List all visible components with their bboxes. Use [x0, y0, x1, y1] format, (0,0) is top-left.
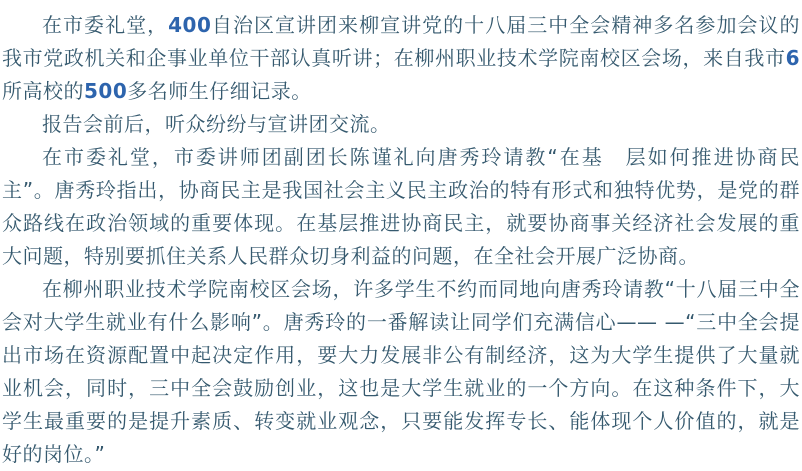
article-paragraph [2, 9, 800, 108]
article-paragraph [2, 141, 800, 273]
paragraph-text: 报告会前后，听众纷纷与宣讲团交流。 [42, 112, 391, 136]
paragraph-text: 在市委礼堂，市委讲师团副团长陈谨礼向唐秀玲请教“在基 层如何推进协商民主”。唐秀玲指出，协商民主是我国社会主义民主政治的特有形式和独特优势，是党的群众路线在政治领域的重要体现。在基层推进协商民主，就要协商事关经济社会发展的重大问题，特别要抓住关系人民群众切身利益的问题，在全社会开展广泛协商。 [2, 145, 800, 268]
article-paragraph [2, 108, 800, 141]
paragraph-text: 自治区宣讲团来柳宣讲党的十八届三中全会精神多名参加会议的我市党政机关和企事业单位干部认真听讲；在柳州职业技术学院南校区会场，来自我市 [2, 13, 801, 70]
paragraph-text: 多名师生仔细记录。 [127, 79, 312, 103]
paragraph-text: 在柳州职业技术学院南校区会场，许多学生不约而同地向唐秀玲请教“十八届三中全会对大学生就业有什么影响”。唐秀玲的一番解读让同学们充满信心—— —“三中全会提出市场在资源配置中起决定作用，要大力发展非公有制经济，这为大学生提供了大量就业机会，同时，三中全会鼓励创业，这也是大学生就业的一个方向。在这种条件下，大学生最重要的是提升素质、转变就业观念，只要能发挥专长、能体现个人价值的，就是好的岗位。” [2, 277, 800, 466]
inline-number: 6 [785, 46, 800, 70]
paragraph-text: 在市委礼堂， [42, 13, 169, 37]
inline-number: 400 [168, 13, 212, 37]
article-paragraphs [2, 9, 800, 471]
inline-number: 500 [84, 79, 128, 103]
paragraph-text: 所高校的 [2, 79, 84, 103]
article-paragraph [2, 273, 800, 471]
